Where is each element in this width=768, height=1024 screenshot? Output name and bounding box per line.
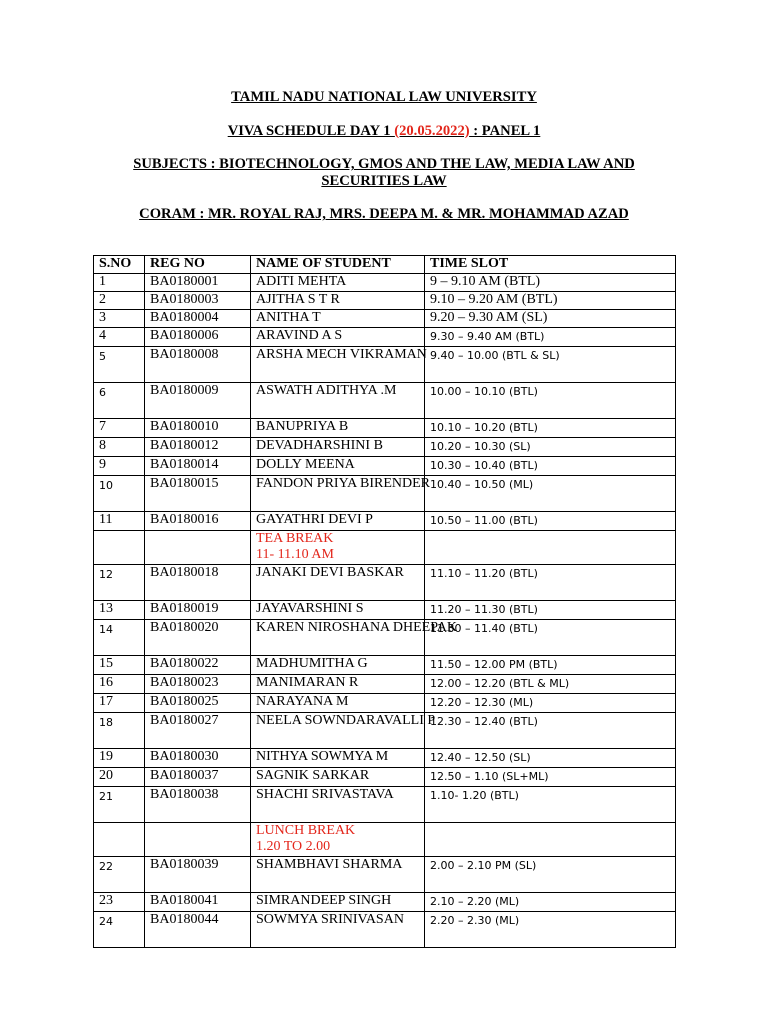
cell-slot: 10.00 – 10.10 (BTL): [425, 383, 676, 419]
cell-sno: 18: [94, 713, 145, 749]
cell-sno: 11: [94, 512, 145, 531]
cell-slot: 9.30 – 9.40 AM (BTL): [425, 328, 676, 347]
cell-slot: 10.50 – 11.00 (BTL): [425, 512, 676, 531]
cell-sno: 10: [94, 476, 145, 512]
cell-slot: 12.50 – 1.10 (SL+ML): [425, 768, 676, 787]
cell-slot: 9.20 – 9.30 AM (SL): [425, 310, 676, 328]
cell-reg: BA0180025: [145, 694, 251, 713]
cell-slot: 10.10 – 10.20 (BTL): [425, 419, 676, 438]
cell-name: NARAYANA M: [251, 694, 425, 713]
cell-reg: BA0180009: [145, 383, 251, 419]
table-row: [94, 438, 676, 457]
cell-sno: 7: [94, 419, 145, 438]
table-row: [94, 565, 676, 601]
cell-slot: 11.30 – 11.40 (BTL): [425, 620, 676, 656]
cell-reg: BA0180037: [145, 768, 251, 787]
cell-name: SHAMBHAVI SHARMA: [251, 857, 425, 893]
table-row: [94, 601, 676, 620]
cell-name: ANITHA T: [251, 310, 425, 328]
cell-name: SAGNIK SARKAR: [251, 768, 425, 787]
subjects-line: SUBJECTS : BIOTECHNOLOGY, GMOS AND THE LAW, MEDIA LAW AND SECURITIES LAW: [133, 156, 635, 189]
cell-reg: BA0180015: [145, 476, 251, 512]
cell-name: MANIMARAN R: [251, 675, 425, 694]
cell-reg: BA0180003: [145, 292, 251, 310]
cell-sno: 12: [94, 565, 145, 601]
cell-reg: BA0180001: [145, 274, 251, 292]
cell-slot: 11.10 – 11.20 (BTL): [425, 565, 676, 601]
lunch-break-row: [94, 823, 676, 857]
table-row: [94, 749, 676, 768]
cell-name: SHACHI SRIVASTAVA: [251, 787, 425, 823]
cell-slot: 2.20 – 2.30 (ML): [425, 912, 676, 948]
cell-reg: BA0180038: [145, 787, 251, 823]
cell-reg: BA0180019: [145, 601, 251, 620]
cell-empty: [145, 823, 251, 857]
table-row: [94, 787, 676, 823]
cell-empty: [425, 531, 676, 565]
table-row: [94, 768, 676, 787]
table-row: [94, 383, 676, 419]
cell-name: DOLLY MEENA: [251, 457, 425, 476]
schedule-suffix: : PANEL 1: [469, 123, 541, 139]
table-row: [94, 328, 676, 347]
table-row: [94, 694, 676, 713]
cell-reg: BA0180004: [145, 310, 251, 328]
cell-name: MADHUMITHA G: [251, 656, 425, 675]
cell-sno: 17: [94, 694, 145, 713]
cell-name: SIMRANDEEP SINGH: [251, 893, 425, 912]
cell-name: NITHYA SOWMYA M: [251, 749, 425, 768]
cell-reg: BA0180010: [145, 419, 251, 438]
cell-slot: 12.00 – 12.20 (BTL & ML): [425, 675, 676, 694]
col-header-slot: TIME SLOT: [425, 256, 676, 274]
cell-reg: BA0180006: [145, 328, 251, 347]
cell-reg: BA0180008: [145, 347, 251, 383]
schedule-prefix: VIVA SCHEDULE DAY 1: [227, 123, 395, 139]
cell-sno: 8: [94, 438, 145, 457]
cell-name: AJITHA S T R: [251, 292, 425, 310]
schedule-table: [93, 255, 676, 948]
tea-break-time: 11- 11.10 AM: [256, 547, 334, 562]
table-row: [94, 912, 676, 948]
cell-empty: [145, 531, 251, 565]
cell-slot: 10.40 – 10.50 (ML): [425, 476, 676, 512]
cell-name: BANUPRIYA B: [251, 419, 425, 438]
table-row: [94, 292, 676, 310]
cell-sno: 15: [94, 656, 145, 675]
table-row: [94, 656, 676, 675]
table-row: [94, 857, 676, 893]
cell-name: KAREN NIROSHANA DHEEPAK: [251, 620, 425, 656]
cell-reg: BA0180041: [145, 893, 251, 912]
tea-break-label: TEA BREAK: [256, 531, 334, 546]
table-row: [94, 419, 676, 438]
cell-slot: 2.10 – 2.20 (ML): [425, 893, 676, 912]
table-row: [94, 713, 676, 749]
cell-reg: BA0180014: [145, 457, 251, 476]
cell-name: JANAKI DEVI BASKAR: [251, 565, 425, 601]
cell-sno: 3: [94, 310, 145, 328]
cell-slot: 9 – 9.10 AM (BTL): [425, 274, 676, 292]
cell-slot: 10.30 – 10.40 (BTL): [425, 457, 676, 476]
cell-empty: [425, 823, 676, 857]
table-row: [94, 310, 676, 328]
table-row: [94, 893, 676, 912]
cell-name: SOWMYA SRINIVASAN: [251, 912, 425, 948]
cell-sno: 9: [94, 457, 145, 476]
cell-name: ADITI MEHTA: [251, 274, 425, 292]
cell-sno: 2: [94, 292, 145, 310]
cell-name: DEVADHARSHINI B: [251, 438, 425, 457]
table-row: [94, 476, 676, 512]
cell-sno: 6: [94, 383, 145, 419]
cell-reg: BA0180022: [145, 656, 251, 675]
cell-sno: 1: [94, 274, 145, 292]
cell-reg: BA0180044: [145, 912, 251, 948]
schedule-title: [93, 123, 675, 140]
table-row: [94, 274, 676, 292]
cell-reg: BA0180018: [145, 565, 251, 601]
lunch-break-label: LUNCH BREAK: [256, 823, 356, 838]
table-header-row: [94, 256, 676, 274]
cell-sno: 22: [94, 857, 145, 893]
lunch-break-time: 1.20 TO 2.00: [256, 839, 331, 854]
col-header-name: NAME OF STUDENT: [251, 256, 425, 274]
cell-sno: 20: [94, 768, 145, 787]
lunch-break-cell: [251, 823, 425, 857]
table-row: [94, 512, 676, 531]
cell-reg: BA0180039: [145, 857, 251, 893]
cell-slot: 2.00 – 2.10 PM (SL): [425, 857, 676, 893]
cell-empty: [94, 823, 145, 857]
tea-break-cell: [251, 531, 425, 565]
cell-slot: 1.10- 1.20 (BTL): [425, 787, 676, 823]
cell-slot: 11.50 – 12.00 PM (BTL): [425, 656, 676, 675]
cell-reg: BA0180016: [145, 512, 251, 531]
university-title: TAMIL NADU NATIONAL LAW UNIVERSITY: [231, 89, 537, 105]
cell-name: FANDON PRIYA BIRENDER: [251, 476, 425, 512]
cell-reg: BA0180030: [145, 749, 251, 768]
cell-slot: 12.30 – 12.40 (BTL): [425, 713, 676, 749]
col-header-reg: REG NO: [145, 256, 251, 274]
cell-reg: BA0180027: [145, 713, 251, 749]
cell-slot: 12.20 – 12.30 (ML): [425, 694, 676, 713]
cell-name: ARAVIND A S: [251, 328, 425, 347]
cell-name: GAYATHRI DEVI P: [251, 512, 425, 531]
cell-name: NEELA SOWNDARAVALLI P: [251, 713, 425, 749]
cell-slot: 9.10 – 9.20 AM (BTL): [425, 292, 676, 310]
cell-sno: 16: [94, 675, 145, 694]
cell-sno: 19: [94, 749, 145, 768]
cell-sno: 14: [94, 620, 145, 656]
table-row: [94, 457, 676, 476]
cell-slot: 9.40 – 10.00 (BTL & SL): [425, 347, 676, 383]
cell-reg: BA0180020: [145, 620, 251, 656]
cell-empty: [94, 531, 145, 565]
cell-slot: 12.40 – 12.50 (SL): [425, 749, 676, 768]
schedule-date: (20.05.2022): [394, 123, 470, 139]
cell-sno: 13: [94, 601, 145, 620]
coram-line: CORAM : MR. ROYAL RAJ, MRS. DEEPA M. & MR. MOHAMMAD AZAD: [139, 206, 629, 222]
cell-reg: BA0180023: [145, 675, 251, 694]
cell-sno: 24: [94, 912, 145, 948]
table-row: [94, 620, 676, 656]
table-row: [94, 675, 676, 694]
cell-sno: 4: [94, 328, 145, 347]
cell-name: ARSHA MECH VIKRAMAN: [251, 347, 425, 383]
cell-sno: 5: [94, 347, 145, 383]
cell-name: ASWATH ADITHYA .M: [251, 383, 425, 419]
cell-sno: 21: [94, 787, 145, 823]
cell-slot: 10.20 – 10.30 (SL): [425, 438, 676, 457]
cell-sno: 23: [94, 893, 145, 912]
cell-reg: BA0180012: [145, 438, 251, 457]
tea-break-row: [94, 531, 676, 565]
col-header-sno: S.NO: [94, 256, 145, 274]
table-row: [94, 347, 676, 383]
cell-name: JAYAVARSHINI S: [251, 601, 425, 620]
cell-slot: 11.20 – 11.30 (BTL): [425, 601, 676, 620]
